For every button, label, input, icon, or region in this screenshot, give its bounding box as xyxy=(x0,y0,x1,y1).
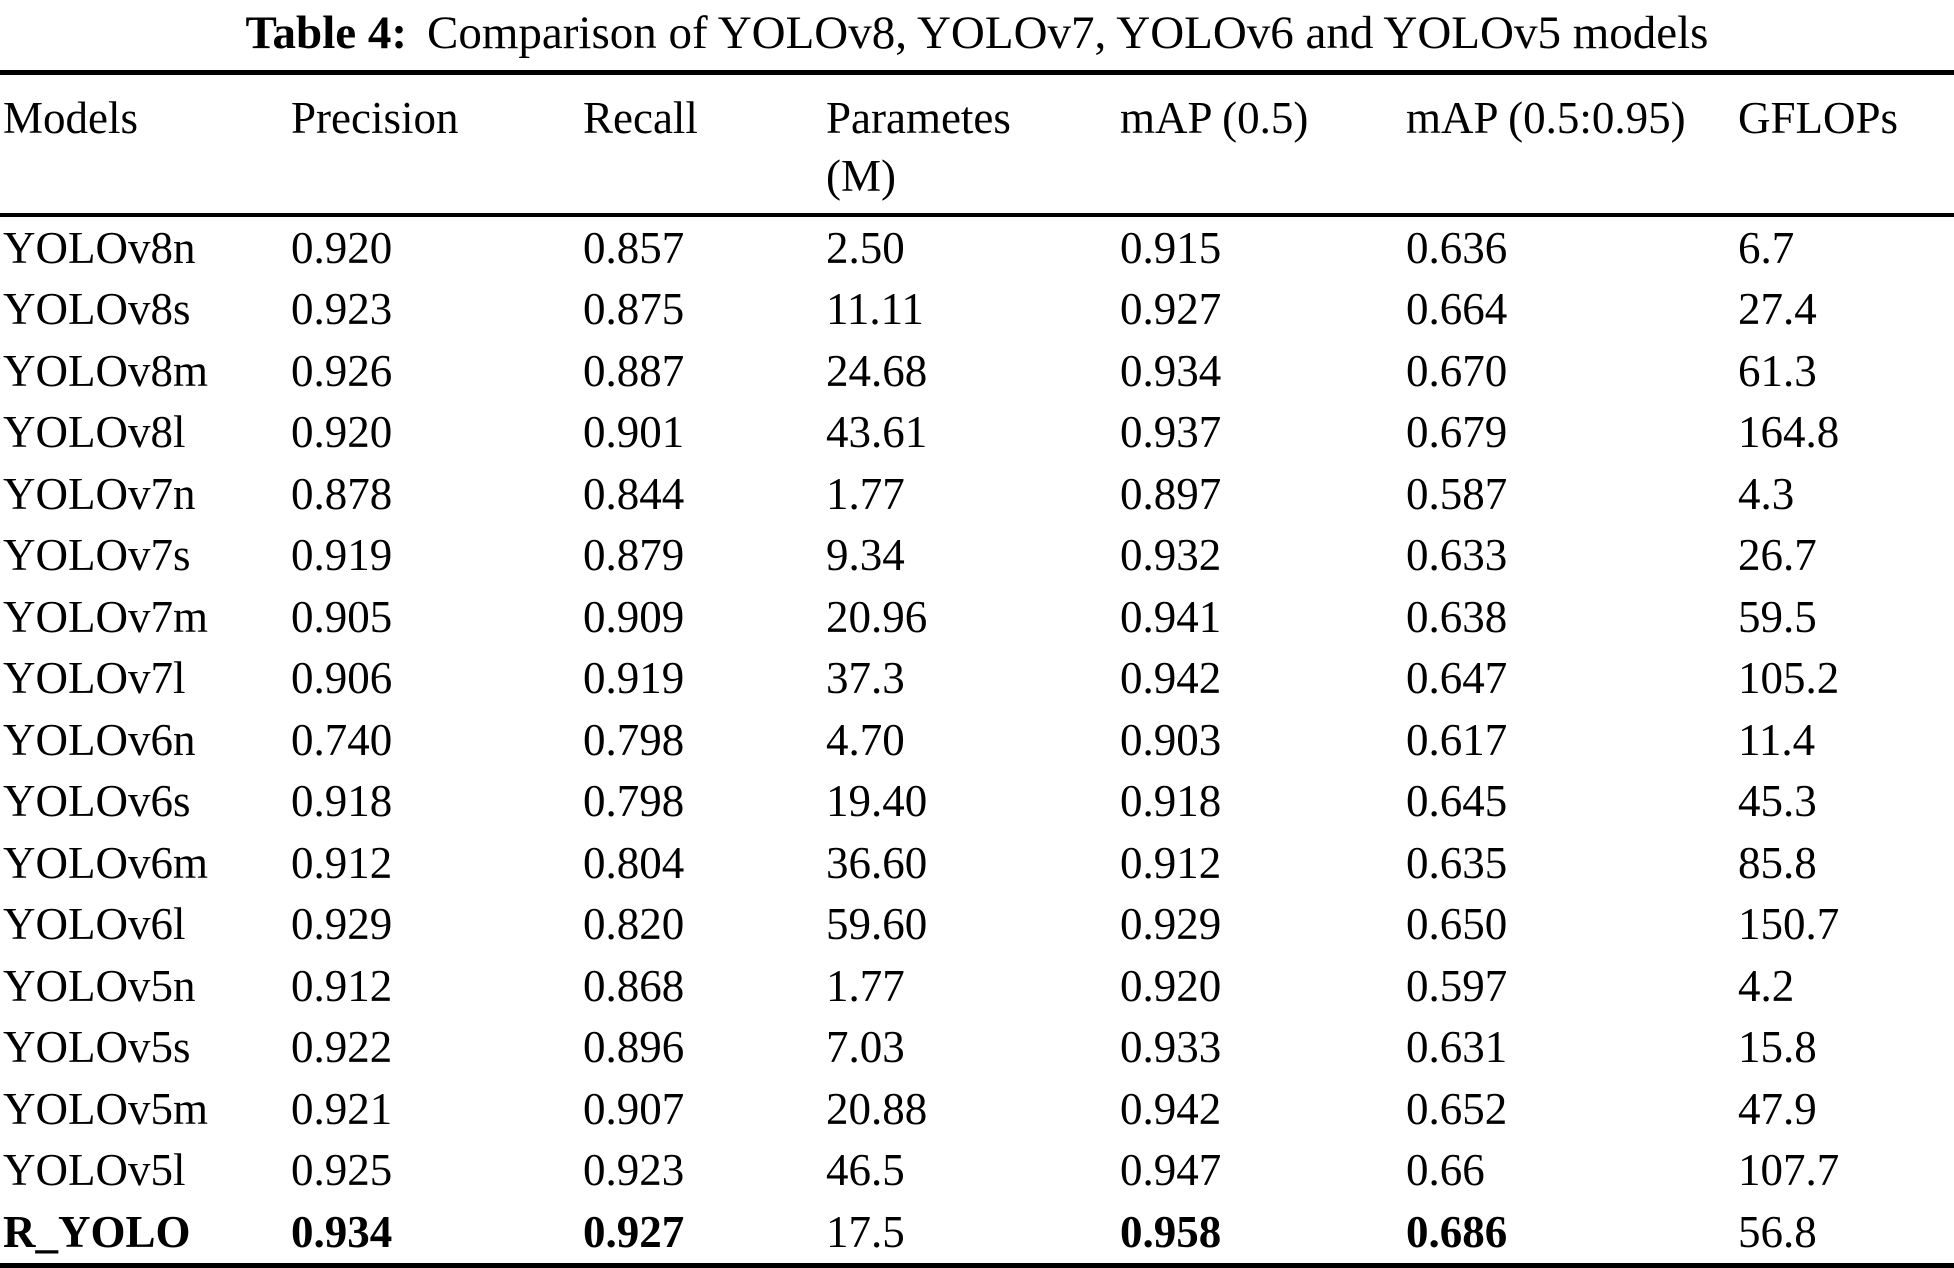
value-cell: 4.70 xyxy=(826,714,905,765)
value-cell: 0.920 xyxy=(291,407,393,458)
column-header-map50 xyxy=(1120,73,1406,216)
value-cell: 0.927 xyxy=(1120,284,1222,335)
value-cell: 19.40 xyxy=(826,776,928,827)
value-cell: 0.926 xyxy=(291,345,393,396)
model-cell: YOLOv5n xyxy=(3,960,196,1011)
value-cell: 0.919 xyxy=(583,653,685,704)
value-cell: 0.909 xyxy=(583,591,685,642)
model-cell: YOLOv6m xyxy=(3,837,208,888)
table-caption xyxy=(0,0,1954,70)
value-cell: 1.77 xyxy=(826,960,905,1011)
comparison-table xyxy=(0,70,1954,1268)
value-cell: 0.941 xyxy=(1120,591,1222,642)
value-cell: 0.633 xyxy=(1406,530,1508,581)
value-cell: 15.8 xyxy=(1738,1022,1817,1073)
model-cell: YOLOv5s xyxy=(3,1022,191,1073)
table-row xyxy=(0,340,1954,402)
value-cell: 0.635 xyxy=(1406,837,1508,888)
value-cell: 0.923 xyxy=(291,284,393,335)
value-cell: 56.8 xyxy=(1738,1206,1817,1257)
value-cell: 0.798 xyxy=(583,714,685,765)
value-cell: 164.8 xyxy=(1738,407,1840,458)
model-cell: YOLOv5m xyxy=(3,1083,208,1134)
value-cell: 0.918 xyxy=(291,776,393,827)
value-cell: 9.34 xyxy=(826,530,905,581)
value-cell: 0.740 xyxy=(291,714,393,765)
value-cell: 150.7 xyxy=(1738,899,1840,950)
model-cell: YOLOv6n xyxy=(3,714,196,765)
value-cell: 59.60 xyxy=(826,899,928,950)
table-row xyxy=(0,463,1954,525)
value-cell: 46.5 xyxy=(826,1145,905,1196)
column-header-label: Parametes xyxy=(826,93,1011,143)
value-cell: 0.868 xyxy=(583,960,685,1011)
table-row xyxy=(0,1017,1954,1079)
value-cell: 0.947 xyxy=(1120,1145,1222,1196)
value-cell: 36.60 xyxy=(826,837,928,888)
value-cell: 0.617 xyxy=(1406,714,1508,765)
value-cell: 0.820 xyxy=(583,899,685,950)
value-cell: 0.958 xyxy=(1120,1206,1222,1257)
value-cell: 2.50 xyxy=(826,222,905,273)
column-header-recall xyxy=(583,73,826,216)
column-header-label: mAP (0.5:0.95) xyxy=(1406,93,1686,143)
value-cell: 43.61 xyxy=(826,407,928,458)
table-row xyxy=(0,832,1954,894)
value-cell: 0.597 xyxy=(1406,960,1508,1011)
value-cell: 0.922 xyxy=(291,1022,393,1073)
value-cell: 0.631 xyxy=(1406,1022,1508,1073)
table-row xyxy=(0,648,1954,710)
value-cell: 0.918 xyxy=(1120,776,1222,827)
table-row xyxy=(0,215,1954,279)
value-cell: 0.919 xyxy=(291,530,393,581)
column-header-precision xyxy=(291,73,583,216)
column-header-parameters xyxy=(826,73,1120,216)
value-cell: 0.923 xyxy=(583,1145,685,1196)
table-row xyxy=(0,955,1954,1017)
model-cell: YOLOv6s xyxy=(3,776,191,827)
value-cell: 0.645 xyxy=(1406,776,1508,827)
table-header-row xyxy=(0,73,1954,216)
column-header-map50-95 xyxy=(1406,73,1738,216)
value-cell: 0.887 xyxy=(583,345,685,396)
value-cell: 0.912 xyxy=(1120,837,1222,888)
value-cell: 45.3 xyxy=(1738,776,1817,827)
table-row xyxy=(0,771,1954,833)
column-header-label: mAP (0.5) xyxy=(1120,93,1309,143)
value-cell: 0.907 xyxy=(583,1083,685,1134)
value-cell: 0.638 xyxy=(1406,591,1508,642)
value-cell: 0.897 xyxy=(1120,468,1222,519)
value-cell: 27.4 xyxy=(1738,284,1817,335)
table-row xyxy=(0,525,1954,587)
value-cell: 0.896 xyxy=(583,1022,685,1073)
value-cell: 0.920 xyxy=(291,222,393,273)
value-cell: 6.7 xyxy=(1738,222,1795,273)
value-cell: 0.686 xyxy=(1406,1206,1508,1257)
value-cell: 0.933 xyxy=(1120,1022,1222,1073)
value-cell: 0.857 xyxy=(583,222,685,273)
value-cell: 0.925 xyxy=(291,1145,393,1196)
table-row xyxy=(0,709,1954,771)
value-cell: 0.921 xyxy=(291,1083,393,1134)
table-row xyxy=(0,1078,1954,1140)
value-cell: 0.932 xyxy=(1120,530,1222,581)
value-cell: 0.664 xyxy=(1406,284,1508,335)
value-cell: 0.878 xyxy=(291,468,393,519)
value-cell: 0.929 xyxy=(1120,899,1222,950)
value-cell: 0.650 xyxy=(1406,899,1508,950)
table-caption-label: Table 4: xyxy=(245,7,408,59)
value-cell: 85.8 xyxy=(1738,837,1817,888)
value-cell: 0.934 xyxy=(1120,345,1222,396)
model-cell: YOLOv7l xyxy=(3,653,186,704)
value-cell: 24.68 xyxy=(826,345,928,396)
model-cell: YOLOv7s xyxy=(3,530,191,581)
value-cell: 0.942 xyxy=(1120,1083,1222,1134)
model-cell: YOLOv7m xyxy=(3,591,208,642)
value-cell: 0.652 xyxy=(1406,1083,1508,1134)
value-cell: 11.4 xyxy=(1738,714,1816,765)
value-cell: 0.670 xyxy=(1406,345,1508,396)
value-cell: 4.2 xyxy=(1738,960,1795,1011)
value-cell: 37.3 xyxy=(826,653,905,704)
model-cell: YOLOv5l xyxy=(3,1145,186,1196)
value-cell: 61.3 xyxy=(1738,345,1817,396)
model-cell: YOLOv6l xyxy=(3,899,186,950)
model-cell: R_YOLO xyxy=(3,1206,191,1257)
value-cell: 0.66 xyxy=(1406,1145,1485,1196)
value-cell: 0.905 xyxy=(291,591,393,642)
table-row xyxy=(0,279,1954,341)
value-cell: 105.2 xyxy=(1738,653,1840,704)
value-cell: 107.7 xyxy=(1738,1145,1840,1196)
value-cell: 11.11 xyxy=(826,284,924,335)
model-cell: YOLOv8n xyxy=(3,222,196,273)
value-cell: 0.934 xyxy=(291,1206,393,1257)
value-cell: 26.7 xyxy=(1738,530,1817,581)
table-row xyxy=(0,1140,1954,1202)
value-cell: 0.912 xyxy=(291,960,393,1011)
value-cell: 47.9 xyxy=(1738,1083,1817,1134)
table-row xyxy=(0,402,1954,464)
column-header-label2: (M) xyxy=(826,151,896,201)
column-header-label: GFLOPs xyxy=(1738,93,1899,143)
value-cell: 0.906 xyxy=(291,653,393,704)
value-cell: 0.587 xyxy=(1406,468,1508,519)
value-cell: 0.636 xyxy=(1406,222,1508,273)
value-cell: 0.879 xyxy=(583,530,685,581)
value-cell: 4.3 xyxy=(1738,468,1795,519)
column-header-label: Models xyxy=(3,93,138,143)
value-cell: 20.88 xyxy=(826,1083,928,1134)
value-cell: 0.942 xyxy=(1120,653,1222,704)
model-cell: YOLOv8s xyxy=(3,284,191,335)
value-cell: 0.929 xyxy=(291,899,393,950)
value-cell: 20.96 xyxy=(826,591,928,642)
table-row xyxy=(0,894,1954,956)
value-cell: 0.912 xyxy=(291,837,393,888)
value-cell: 0.798 xyxy=(583,776,685,827)
model-cell: YOLOv8l xyxy=(3,407,186,458)
value-cell: 0.903 xyxy=(1120,714,1222,765)
value-cell: 0.679 xyxy=(1406,407,1508,458)
value-cell: 0.804 xyxy=(583,837,685,888)
value-cell: 0.875 xyxy=(583,284,685,335)
table-row xyxy=(0,1201,1954,1265)
table-body xyxy=(0,215,1954,1265)
table-row xyxy=(0,586,1954,648)
column-header-gflops xyxy=(1738,73,1954,216)
value-cell: 0.901 xyxy=(583,407,685,458)
value-cell: 59.5 xyxy=(1738,591,1817,642)
value-cell: 0.915 xyxy=(1120,222,1222,273)
model-cell: YOLOv8m xyxy=(3,345,208,396)
model-cell: YOLOv7n xyxy=(3,468,196,519)
column-header-label: Precision xyxy=(291,93,459,143)
value-cell: 0.927 xyxy=(583,1206,685,1257)
value-cell: 17.5 xyxy=(826,1206,905,1257)
value-cell: 0.937 xyxy=(1120,407,1222,458)
value-cell: 0.844 xyxy=(583,468,685,519)
column-header-models xyxy=(0,73,291,216)
value-cell: 0.647 xyxy=(1406,653,1508,704)
table-caption-text: Comparison of YOLOv8, YOLOv7, YOLOv6 and YOLOv5 models xyxy=(427,7,1709,59)
column-header-label: Recall xyxy=(583,93,698,143)
value-cell: 0.920 xyxy=(1120,960,1222,1011)
value-cell: 1.77 xyxy=(826,468,905,519)
value-cell: 7.03 xyxy=(826,1022,905,1073)
